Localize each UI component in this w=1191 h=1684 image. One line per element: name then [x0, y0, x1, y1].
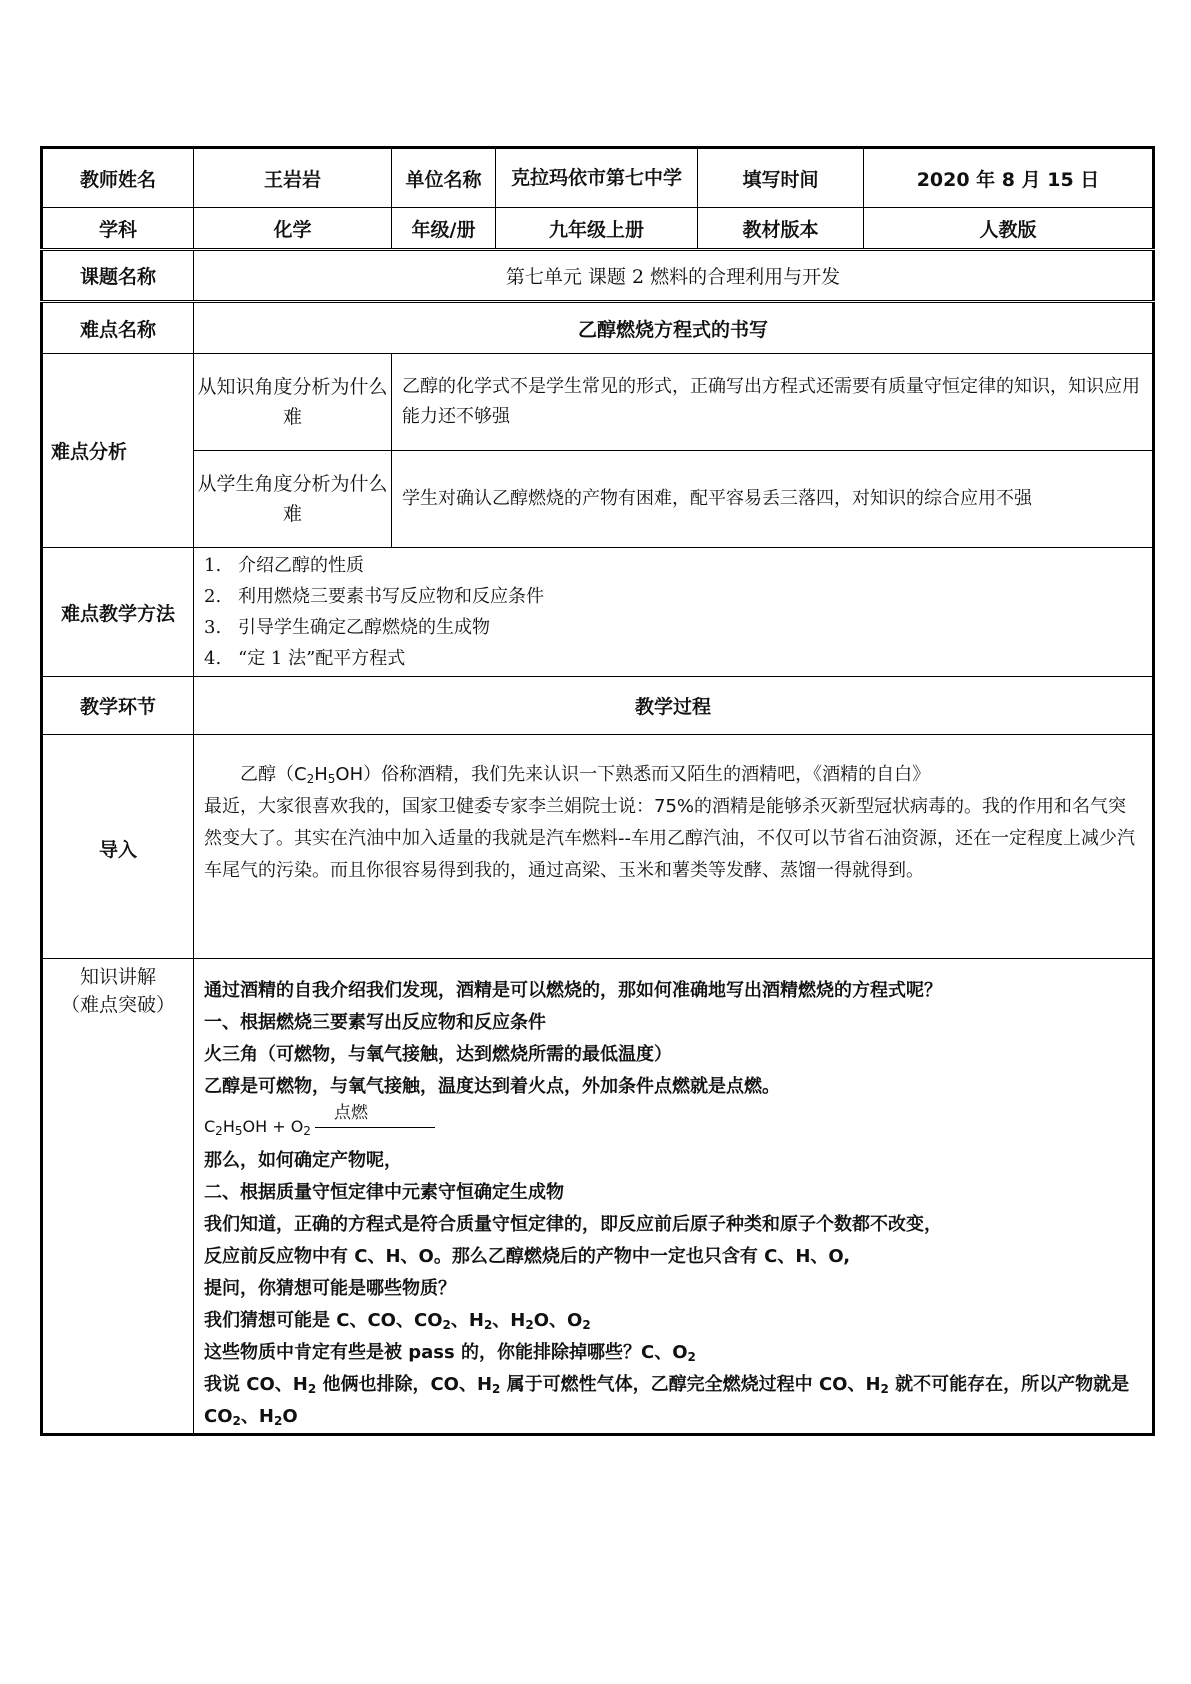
edition-value: 人教版: [864, 208, 1154, 250]
lesson-plan-document: [40, 146, 1152, 1436]
combustion-equation: 点燃 $C_2H_5OH + O_2$: [204, 1111, 1142, 1145]
grade-label: 年级/册: [392, 208, 496, 250]
header-row-2: [42, 208, 1154, 250]
fill-date-value: 2020 年 8 月 15 日: [864, 148, 1154, 208]
knowledge-line: 那么，如何确定产物呢，: [204, 1150, 402, 1171]
knowledge-line: 火三角（可燃物，与氧气接触，达到燃烧所需的最低温度）: [204, 1044, 672, 1065]
analysis-question-knowledge: 从知识角度分析为什么难: [194, 354, 392, 451]
knowledge-line: 我们知道，正确的方程式是符合质量守恒定律的，即反应前后原子种类和原子个数都不改变，: [204, 1214, 942, 1235]
topic-value: 第七单元 课题 2 燃料的合理利用与开发: [194, 250, 1154, 302]
method-item: 4. “定 1 法”配平方程式: [204, 648, 406, 669]
header-row-1: [42, 148, 1154, 208]
edition-label: 教材版本: [698, 208, 864, 250]
analysis-answer-knowledge: 乙醇的化学式不是学生常见的形式，正确写出方程式还需要有质量守恒定律的知识，知识应用能力还不够强: [392, 354, 1154, 451]
unit-name-value: 克拉玛依市第七中学: [496, 148, 698, 208]
analysis-row-2: [42, 451, 1154, 548]
intro-content: [194, 735, 1154, 959]
knowledge-content: [194, 959, 1154, 1435]
knowledge-line: 一、根据燃烧三要素写出反应物和反应条件: [204, 1012, 546, 1033]
intro-label: 导入: [42, 735, 194, 959]
knowledge-line: 乙醇是可燃物，与氧气接触，温度达到着火点，外加条件点燃就是点燃。: [204, 1076, 780, 1097]
process-stage-header: 教学环节: [42, 677, 194, 735]
lesson-plan-table: [40, 146, 1155, 1436]
subject-label: 学科: [42, 208, 194, 250]
difficulty-label: 难点名称: [42, 302, 194, 354]
method-item: 1. 介绍乙醇的性质: [204, 555, 364, 576]
methods-list: [194, 548, 1154, 677]
methods-row: [42, 548, 1154, 677]
knowledge-row: [42, 959, 1154, 1435]
method-item: 3. 引导学生确定乙醇燃烧的生成物: [204, 617, 490, 638]
topic-row: [42, 250, 1154, 302]
knowledge-line: 通过酒精的自我介绍我们发现，酒精是可以燃烧的，那如何准确地写出酒精燃烧的方程式呢？: [204, 980, 942, 1001]
conclusion-line: 我说 CO、$H_2$ 他俩也排除，CO、$H_2$ 属于可燃性气体，乙醇完全燃烧过程中 CO、$H_2$ 就不可能存在，所以产物就是 $CO_2$、$H_2O$: [204, 1374, 1130, 1428]
intro-row: [42, 735, 1154, 959]
method-item: 2. 利用燃烧三要素书写反应物和反应条件: [204, 586, 544, 607]
methods-label: 难点教学方法: [42, 548, 194, 677]
analysis-label: 难点分析: [42, 354, 194, 548]
teacher-name-value: 王岩岩: [194, 148, 392, 208]
intro-first-line: 乙醇$(C_2H_5OH)$俗称酒精，我们先来认识一下熟悉而又陌生的酒精吧，《酒精的自白》: [240, 764, 931, 786]
difficulty-value: 乙醇燃烧方程式的书写: [194, 302, 1154, 354]
process-content-header: 教学过程: [194, 677, 1154, 735]
teacher-name-label: 教师姓名: [42, 148, 194, 208]
knowledge-line: 二、根据质量守恒定律中元素守恒确定生成物: [204, 1182, 564, 1203]
grade-value: 九年级上册: [496, 208, 698, 250]
fill-date-label: 填写时间: [698, 148, 864, 208]
reaction-condition: 点燃: [334, 1103, 368, 1123]
analysis-question-student: 从学生角度分析为什么难: [194, 451, 392, 548]
topic-label: 课题名称: [42, 250, 194, 302]
guess-line: 我们猜想可能是 C、CO、$CO_2$、$H_2$、$H_2O$、$O_2$: [204, 1310, 591, 1332]
intro-body: 最近，大家很喜欢我的，国家卫健委专家李兰娟院士说：75%的酒精是能够杀灭新型冠状病毒的。我的作用和名气突然变大了。其实在汽油中加入适量的我就是汽车燃料--车用乙醇汽油，不仅可以节省石油资源，还在一定程度上减少汽车尾气的污染。而且你很容易得到我的，通过高梁、玉米和薯类等发酵、蒸馏一得就得到。: [204, 796, 1135, 881]
difficulty-row: [42, 302, 1154, 354]
knowledge-label: 知识讲解 （难点突破）: [42, 959, 194, 1435]
analysis-answer-student: 学生对确认乙醇燃烧的产物有困难，配平容易丢三落四，对知识的综合应用不强: [392, 451, 1154, 548]
analysis-row-1: [42, 354, 1154, 451]
process-header-row: [42, 677, 1154, 735]
subject-value: 化学: [194, 208, 392, 250]
knowledge-line: 提问，你猜想可能是哪些物质？: [204, 1278, 456, 1299]
knowledge-line: 反应前反应物中有 C、H、O。那么乙醇燃烧后的产物中一定也只含有 C、H、O,: [204, 1246, 851, 1267]
exclude-line: 这些物质中肯定有些是被 pass 的，你能排除掉哪些？C、$O_2$: [204, 1342, 696, 1364]
reaction-arrow-line: [315, 1127, 435, 1128]
unit-name-label: 单位名称: [392, 148, 496, 208]
